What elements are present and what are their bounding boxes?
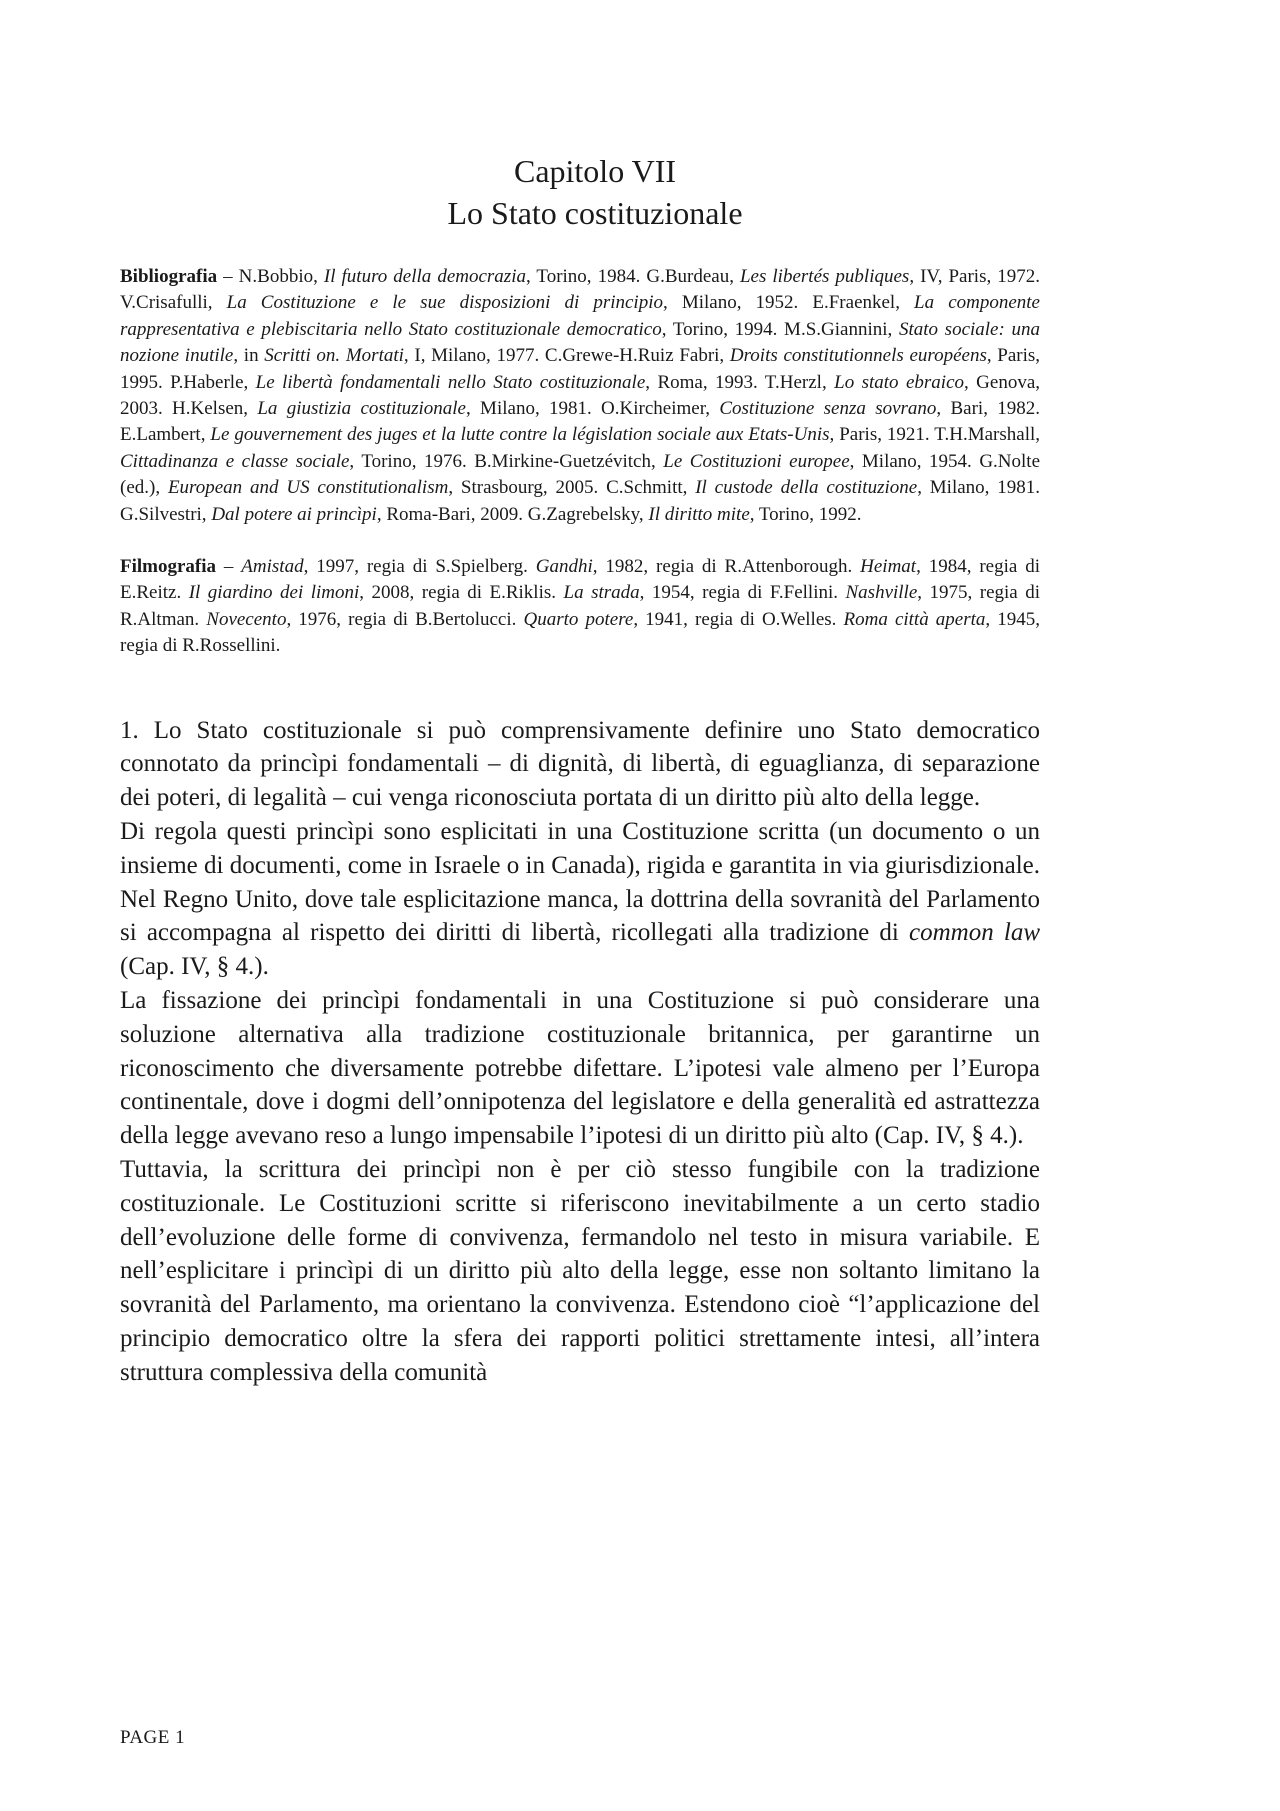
italic-title: Roma città aperta — [843, 608, 986, 630]
text-run: , Paris, 1995. P.Haberle, — [120, 345, 1041, 393]
body-text — [120, 714, 1040, 1390]
text-run: , 1941, regia di O.Welles. — [633, 608, 844, 630]
italic-title: Quarto potere — [523, 608, 634, 630]
text-run: , Bari, 1982. E.Lambert, — [120, 398, 1041, 446]
text-run: , Roma-Bari, 2009. G.Zagrebelsky, — [376, 503, 649, 525]
italic-title: Stato sociale: una nozione inutile — [120, 318, 1040, 367]
italic-title: Le Costituzioni europee — [663, 450, 850, 472]
text-run: , 1984, regia di E.Reitz. — [120, 556, 1040, 604]
chapter-title: Lo Stato costituzionale — [447, 195, 743, 231]
italic-title: La Costituzione e le sue disposizioni di principio — [226, 292, 663, 314]
document-page — [120, 150, 1040, 1390]
text-run: , Torino, 1994. M.S.Giannini, — [661, 318, 899, 340]
text-run: , Milano, 1954. G.Nolte (ed.), — [120, 450, 1040, 499]
text-run: , Strasbourg, 2005. C.Schmitt, — [448, 477, 696, 499]
text-run: 1. Lo Stato costituzionale si può comprensivamente definire uno Stato democratico connotato da princìpi fondamentali – di dignità, di libertà, di eguaglianza, di separazione dei poteri, di legalità – cui venga riconosciuta portata di un diritto più alto della legge. — [120, 716, 1040, 812]
italic-title: Nashville — [845, 582, 918, 604]
text-run: , Genova, 2003. H.Kelsen, — [120, 371, 1041, 420]
italic-title: common law — [909, 919, 1040, 947]
text-run: Di regola questi princìpi sono esplicitati in una Costituzione scritta (un documento o un insieme di documenti, come in Israele o in Canada), rigida e garantita in via giurisdizionale. Nel Regno Unito, dove tale esplicitazione manca, la dottrina della sovranità del Parlamento si accompagna al rispetto dei diritti di libertà, ricollegati alla tradizione di — [120, 818, 1040, 947]
body-paragraph-1 — [120, 714, 1040, 815]
text-run: , 1997, regia di S.Spielberg. — [303, 556, 536, 578]
bibliography-label: Bibliografia — [120, 266, 218, 287]
text-run: , 1975, regia di R.Altman. — [120, 582, 1040, 630]
italic-title: Amistad — [241, 556, 304, 578]
italic-title: Cittadinanza e classe sociale — [120, 450, 350, 472]
text-run: , Torino, 1976. B.Mirkine-Guetzévitch, — [349, 450, 664, 472]
text-run: , Torino, 1992. — [749, 503, 862, 525]
text-run: (Cap. IV, § 4.). — [120, 953, 269, 981]
italic-title: Il giardino dei limoni — [188, 582, 360, 604]
italic-title: Gandhi — [535, 556, 593, 578]
text-run: Tuttavia, la scrittura dei princìpi non è per ciò stesso fungibile con la tradizione costituzionale. Le Costituzioni scritte si riferiscono inevitabilmente a un certo stadio dell’evoluzione delle forme di convivenza, fermandolo nel testo in misura variabile. E nell’esplicitare i princìpi di un diritto più alto della legge, esse non soltanto limitano la sovranità del Parlamento, ma orientano la convivenza. Estendono cioè “l’applicazione del principio democratico oltre la sfera dei rapporti politici strettamente intesi, all’intera struttura complessiva della comunità — [120, 1156, 1040, 1386]
body-paragraph-2 — [120, 815, 1040, 984]
italic-title: La strada — [563, 582, 640, 604]
italic-title: Il futuro della democrazia — [323, 266, 526, 287]
italic-title: Le libertà fondamentali nello Stato costituzionale — [255, 371, 646, 393]
text-run: , IV, Paris, 1972. V.Crisafulli, — [120, 266, 1040, 314]
italic-title: Heimat — [860, 556, 917, 578]
italic-title: Novecento — [206, 608, 287, 630]
filmography-paragraph — [120, 554, 1040, 660]
body-paragraph-4 — [120, 1153, 1040, 1390]
italic-title: Dal potere ai princìpi — [211, 503, 377, 525]
text-run: , 2008, regia di E.Riklis. — [359, 582, 564, 604]
italic-title: Costituzione senza sovrano — [719, 398, 937, 420]
text-run: , Milano, 1981. G.Silvestri, — [120, 477, 1041, 525]
page-number-footer: PAGE 1 — [120, 1727, 186, 1748]
bibliography-paragraph — [120, 264, 1040, 528]
text-run: , Paris, 1921. T.H.Marshall, — [829, 424, 1040, 446]
filmography-label: Filmografia — [120, 556, 217, 578]
text-run: , in — [233, 345, 265, 367]
text-run: – — [216, 556, 242, 578]
text-run: , Roma, 1993. T.Herzl, — [645, 371, 835, 393]
italic-title: Lo stato ebraico — [834, 371, 965, 393]
italic-title: Scritti on. Mortati — [264, 345, 404, 367]
text-run: , Milano, 1952. E.Fraenkel, — [663, 292, 915, 314]
italic-title: Droits constitutionnels européens — [729, 345, 987, 367]
text-run: , Milano, 1981. O.Kircheimer, — [466, 398, 720, 420]
filmography-text — [120, 556, 1040, 656]
text-run: La fissazione dei princìpi fondamentali in una Costituzione si può considerare una soluzione alternativa alla tradizione costituzionale britannica, per garantirne un riconoscimento che diversamente potrebbe difettare. L’ipotesi vale almeno per l’Europa continentale, dove i dogmi dell’onnipotenza del legislatore e della generalità ed astrattezza della legge avevano reso a lungo impensabile l’ipotesi di un diritto più alto (Cap. IV, § 4.). — [120, 987, 1040, 1150]
italic-title: Il diritto mite — [648, 503, 750, 525]
text-run: , Torino, 1984. G.Burdeau, — [525, 266, 740, 287]
text-run: , 1976, regia di B.Bertolucci. — [286, 608, 524, 630]
italic-title: La giustizia costituzionale — [257, 398, 466, 420]
body-paragraph-3 — [120, 984, 1040, 1153]
text-run: , 1945, regia di R.Rossellini. — [120, 608, 1041, 657]
italic-title: Il custode della costituzione — [695, 477, 918, 499]
chapter-heading — [150, 150, 1040, 234]
text-run: – N.Bobbio, — [217, 266, 324, 287]
italic-title: European and US constitutionalism — [167, 477, 449, 499]
text-run: , 1982, regia di R.Attenborough. — [592, 556, 861, 578]
italic-title: Les libertés publiques — [739, 266, 910, 287]
bibliography-text — [120, 266, 1040, 525]
text-run: , I, Milano, 1977. C.Grewe-H.Ruiz Fabri, — [403, 345, 730, 367]
chapter-number: Capitolo VII — [513, 153, 677, 189]
italic-title: Le gouvernement des juges et la lutte contre la législation sociale aux Etats-Unis — [210, 424, 830, 446]
italic-title: La componente rappresentativa e plebiscitaria nello Stato costituzionale democratico — [120, 292, 1040, 340]
text-run: , 1954, regia di F.Fellini. — [639, 582, 846, 604]
